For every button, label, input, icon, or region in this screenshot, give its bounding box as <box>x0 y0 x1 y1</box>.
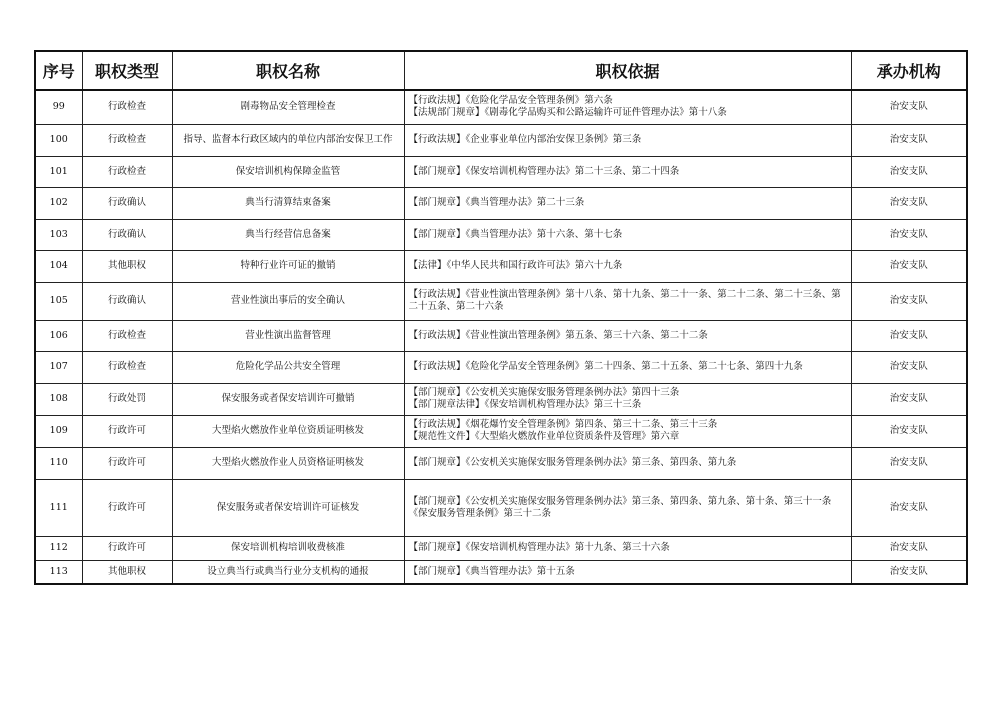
cell-name: 危险化学品公共安全管理 <box>172 351 404 383</box>
cell-agency: 治安支队 <box>851 383 967 415</box>
cell-agency: 治安支队 <box>851 320 967 351</box>
cell-type: 行政检查 <box>82 156 172 187</box>
cell-basis: 【部门规章】《保安培训机构管理办法》第二十三条、第二十四条 <box>404 156 851 187</box>
cell-basis: 【部门规章】《典当管理办法》第十六条、第十七条 <box>404 219 851 250</box>
cell-type: 行政许可 <box>82 479 172 536</box>
cell-basis: 【行政法规】《营业性演出管理条例》第五条、第三十六条、第二十二条 <box>404 320 851 351</box>
header-seq: 序号 <box>35 51 82 90</box>
cell-type: 行政许可 <box>82 536 172 560</box>
cell-name: 保安培训机构保障金监管 <box>172 156 404 187</box>
cell-name: 保安培训机构培训收费核准 <box>172 536 404 560</box>
cell-seq: 109 <box>35 415 82 447</box>
cell-type: 行政确认 <box>82 282 172 320</box>
cell-name: 典当行经营信息备案 <box>172 219 404 250</box>
cell-name: 指导、监督本行政区域内的单位内部治安保卫工作 <box>172 124 404 156</box>
cell-type: 行政检查 <box>82 90 172 124</box>
cell-type: 行政检查 <box>82 124 172 156</box>
table-body <box>35 90 967 584</box>
cell-seq: 110 <box>35 447 82 479</box>
table-row <box>35 156 967 187</box>
header-row <box>35 51 967 90</box>
cell-agency: 治安支队 <box>851 479 967 536</box>
table-row <box>35 383 967 415</box>
cell-basis: 【行政法规】《烟花爆竹安全管理条例》第四条、第三十二条、第三十三条 【规范性文件】《大型焰火燃放作业单位资质条件及管理》第六章 <box>404 415 851 447</box>
cell-name: 大型焰火燃放作业人员资格证明核发 <box>172 447 404 479</box>
table-row <box>35 560 967 584</box>
table-row <box>35 90 967 124</box>
cell-type: 其他职权 <box>82 250 172 282</box>
cell-seq: 99 <box>35 90 82 124</box>
table-row <box>35 479 967 536</box>
cell-agency: 治安支队 <box>851 560 967 584</box>
cell-agency: 治安支队 <box>851 124 967 156</box>
cell-seq: 113 <box>35 560 82 584</box>
cell-name: 剧毒物品安全管理检查 <box>172 90 404 124</box>
cell-agency: 治安支队 <box>851 250 967 282</box>
cell-seq: 102 <box>35 187 82 219</box>
cell-agency: 治安支队 <box>851 351 967 383</box>
cell-name: 典当行清算结束备案 <box>172 187 404 219</box>
table-row <box>35 282 967 320</box>
cell-agency: 治安支队 <box>851 90 967 124</box>
cell-basis: 【部门规章】《公安机关实施保安服务管理条例办法》第三条、第四条、第九条、第十条、第三十一条 《保安服务管理条例》第三十二条 <box>404 479 851 536</box>
table-row <box>35 124 967 156</box>
cell-seq: 101 <box>35 156 82 187</box>
cell-type: 行政检查 <box>82 320 172 351</box>
cell-name: 营业性演出监督管理 <box>172 320 404 351</box>
cell-name: 保安服务或者保安培训许可证核发 <box>172 479 404 536</box>
cell-name: 保安服务或者保安培训许可撤销 <box>172 383 404 415</box>
table-row <box>35 250 967 282</box>
cell-agency: 治安支队 <box>851 156 967 187</box>
cell-agency: 治安支队 <box>851 282 967 320</box>
cell-agency: 治安支队 <box>851 187 967 219</box>
header-name: 职权名称 <box>172 51 404 90</box>
table-row <box>35 351 967 383</box>
cell-type: 行政检查 <box>82 351 172 383</box>
cell-name: 设立典当行或典当行业分支机构的通报 <box>172 560 404 584</box>
cell-basis: 【部门规章】《典当管理办法》第十五条 <box>404 560 851 584</box>
table-row <box>35 447 967 479</box>
cell-seq: 108 <box>35 383 82 415</box>
cell-agency: 治安支队 <box>851 536 967 560</box>
cell-name: 特种行业许可证的撤销 <box>172 250 404 282</box>
header-agency: 承办机构 <box>851 51 967 90</box>
cell-basis: 【行政法规】《营业性演出管理条例》第十八条、第十九条、第二十一条、第二十二条、第二十三条、第二十五条、第二十六条 <box>404 282 851 320</box>
cell-name: 营业性演出事后的安全确认 <box>172 282 404 320</box>
cell-name: 大型焰火燃放作业单位资质证明核发 <box>172 415 404 447</box>
cell-agency: 治安支队 <box>851 415 967 447</box>
cell-seq: 106 <box>35 320 82 351</box>
cell-seq: 105 <box>35 282 82 320</box>
cell-basis: 【部门规章】《典当管理办法》第二十三条 <box>404 187 851 219</box>
cell-type: 行政确认 <box>82 187 172 219</box>
table-row <box>35 415 967 447</box>
cell-seq: 100 <box>35 124 82 156</box>
cell-type: 行政许可 <box>82 415 172 447</box>
power-list-table <box>34 50 968 585</box>
cell-seq: 104 <box>35 250 82 282</box>
cell-type: 行政许可 <box>82 447 172 479</box>
table-row <box>35 320 967 351</box>
header-type: 职权类型 <box>82 51 172 90</box>
cell-type: 行政确认 <box>82 219 172 250</box>
cell-type: 其他职权 <box>82 560 172 584</box>
cell-basis: 【部门规章】《公安机关实施保安服务管理条例办法》第三条、第四条、第九条 <box>404 447 851 479</box>
cell-basis: 【法律】《中华人民共和国行政许可法》第六十九条 <box>404 250 851 282</box>
header-basis: 职权依据 <box>404 51 851 90</box>
table-row <box>35 536 967 560</box>
cell-basis: 【部门规章】《公安机关实施保安服务管理条例办法》第四十三条 【部门规章法律】《保安培训机构管理办法》第三十三条 <box>404 383 851 415</box>
cell-basis: 【行政法规】《危险化学品安全管理条例》第六条 【法规部门规章】《剧毒化学品购买和公路运输许可证件管理办法》第十八条 <box>404 90 851 124</box>
cell-seq: 112 <box>35 536 82 560</box>
cell-agency: 治安支队 <box>851 219 967 250</box>
cell-seq: 103 <box>35 219 82 250</box>
cell-basis: 【行政法规】《企业事业单位内部治安保卫条例》第三条 <box>404 124 851 156</box>
cell-seq: 107 <box>35 351 82 383</box>
cell-basis: 【行政法规】《危险化学品安全管理条例》第二十四条、第二十五条、第二十七条、第四十九条 <box>404 351 851 383</box>
table-row <box>35 219 967 250</box>
cell-seq: 111 <box>35 479 82 536</box>
table-row <box>35 187 967 219</box>
cell-type: 行政处罚 <box>82 383 172 415</box>
cell-agency: 治安支队 <box>851 447 967 479</box>
cell-basis: 【部门规章】《保安培训机构管理办法》第十九条、第三十六条 <box>404 536 851 560</box>
